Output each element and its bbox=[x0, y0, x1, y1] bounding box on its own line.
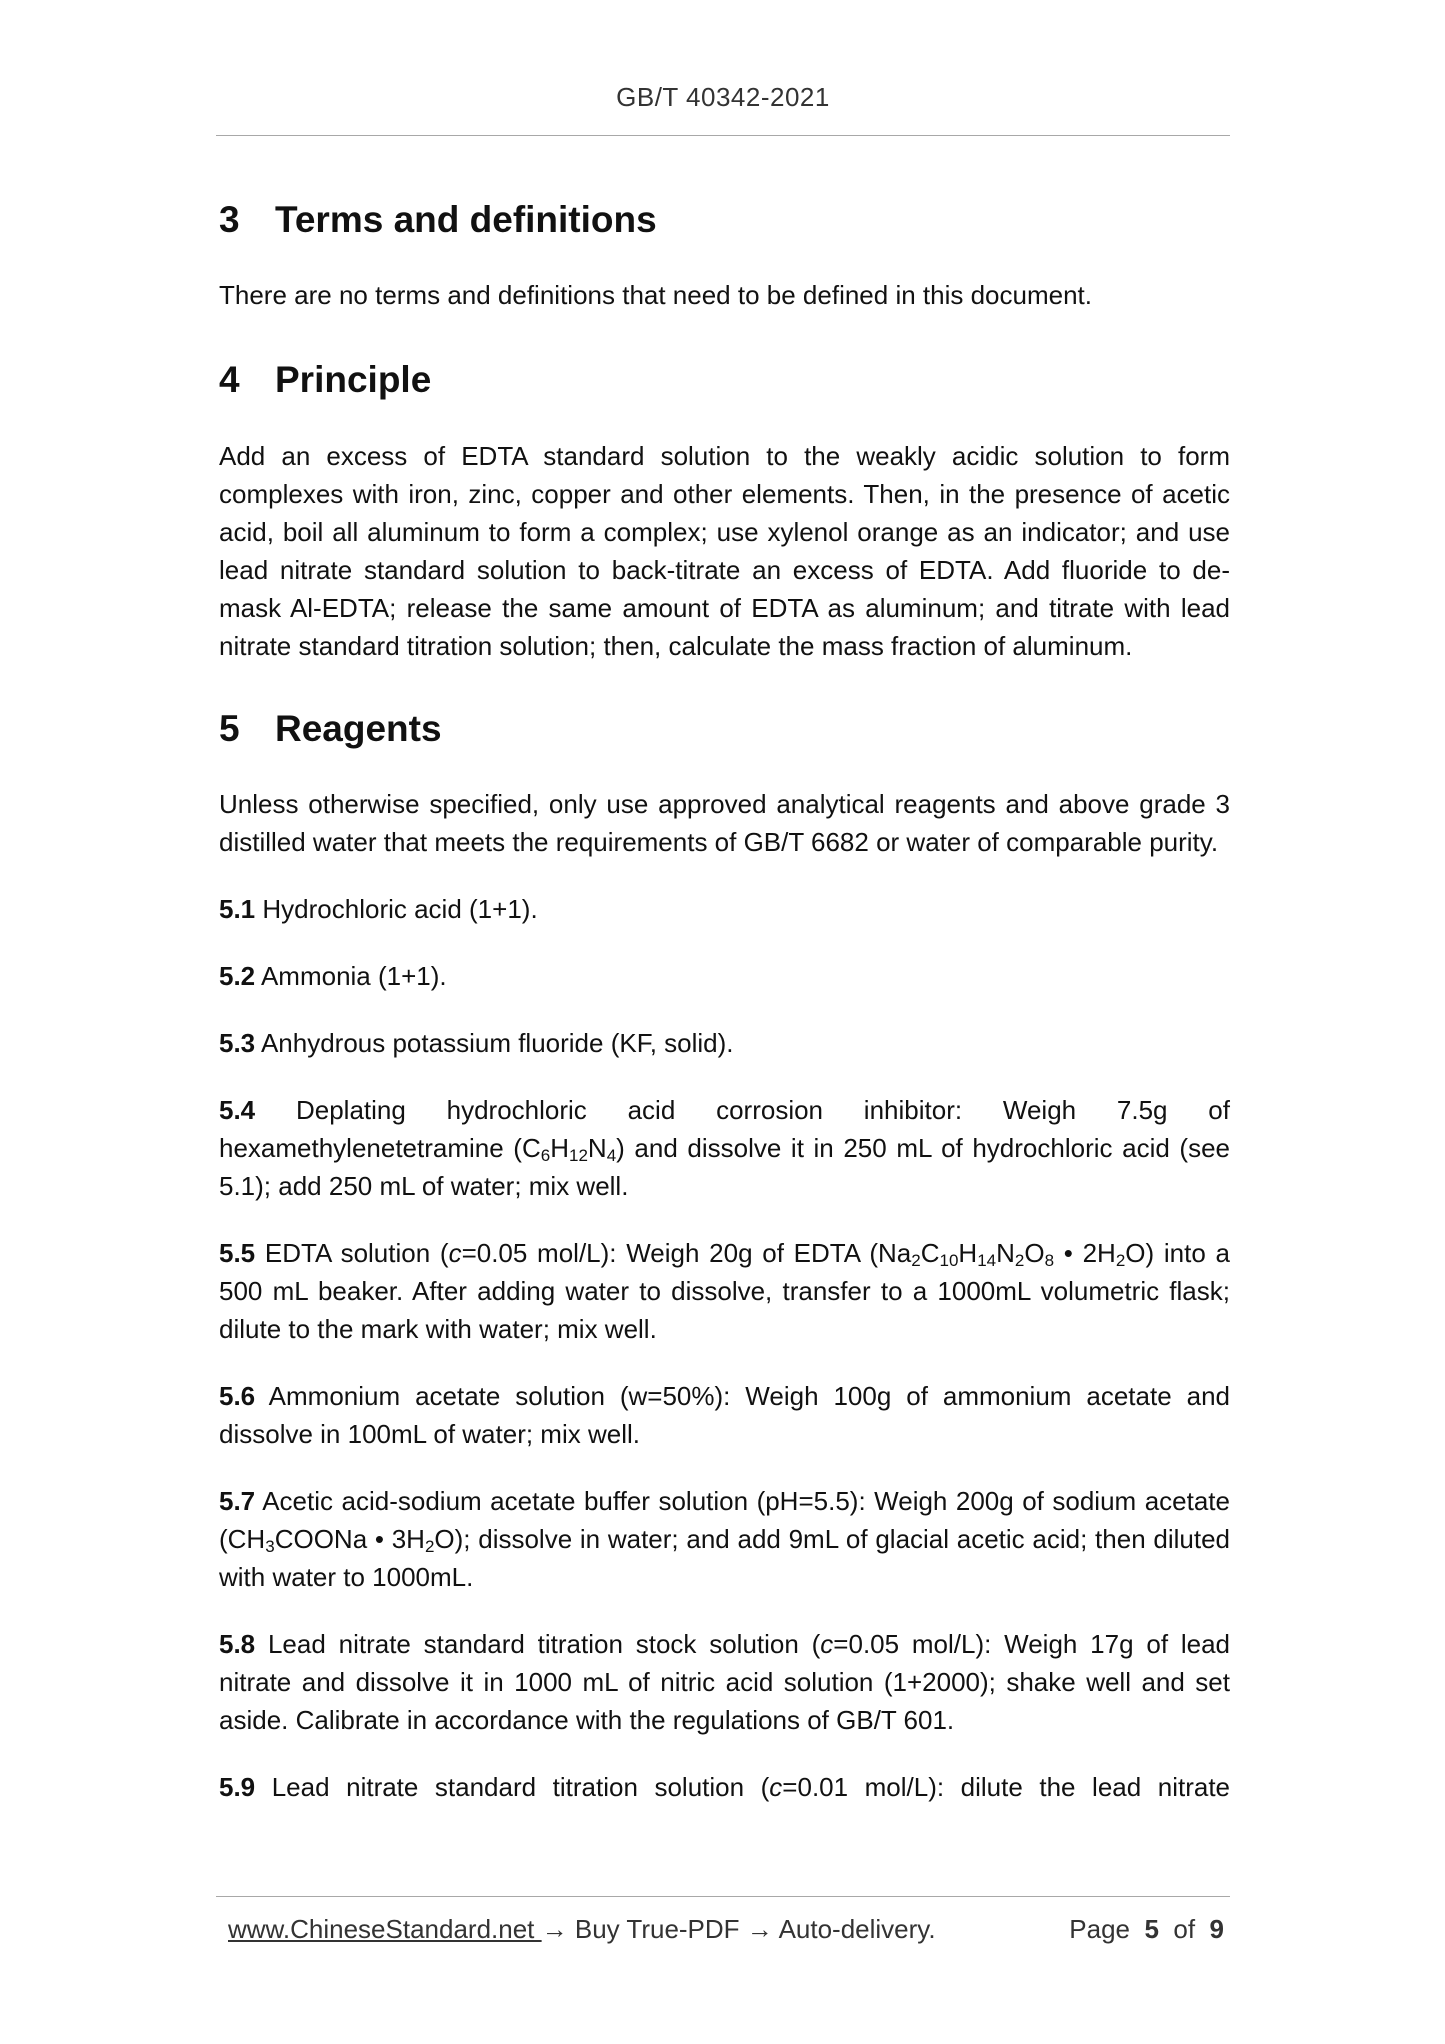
website-link[interactable]: www.ChineseStandard.net bbox=[228, 1914, 542, 1944]
item-number: 5.6 bbox=[219, 1381, 256, 1412]
item-text: Anhydrous potassium fluoride (KF, solid). bbox=[260, 1028, 734, 1059]
subscript: 2 bbox=[911, 1251, 921, 1271]
item-text: =0.05 mol/L): Weigh 20g of EDTA (Na bbox=[461, 1238, 912, 1269]
section-heading-terms bbox=[219, 198, 1230, 242]
reagent-item-5-9 bbox=[219, 1768, 1230, 1806]
section-title: Terms and definitions bbox=[275, 199, 657, 240]
item-number: 5.3 bbox=[219, 1028, 256, 1059]
item-text: H bbox=[958, 1238, 978, 1269]
footer-tagline: → Buy True-PDF → Auto-delivery. bbox=[541, 1914, 936, 1944]
item-text: ) and dissolve it in 250 mL of hydrochloric acid (see 5.1); add 250 mL of water; mix well. bbox=[219, 1133, 1230, 1202]
page-content bbox=[219, 190, 1230, 1806]
concentration-symbol: c bbox=[820, 1629, 834, 1660]
item-text: =0.01 mol/L): dilute the lead nitrate bbox=[782, 1772, 1231, 1803]
reagent-item-5-7 bbox=[219, 1482, 1230, 1596]
total-pages: 9 bbox=[1209, 1914, 1224, 1944]
section-heading-reagents bbox=[219, 707, 1230, 751]
item-text: =0.05 mol/L): Weigh 17g of lead nitrate and dissolve it in 1000 mL of nitric acid solution (1+2000); shake well and set aside. Calibrate in accordance with the regulations of GB/T 601. bbox=[219, 1629, 1230, 1736]
item-text: Ammonia (1+1). bbox=[260, 961, 447, 992]
section-number: 5 bbox=[219, 707, 240, 749]
section-heading-principle bbox=[219, 358, 1230, 402]
item-number: 5.1 bbox=[219, 894, 256, 925]
subscript: 10 bbox=[939, 1251, 959, 1271]
header-divider bbox=[216, 135, 1230, 136]
item-text: Hydrochloric acid (1+1). bbox=[262, 894, 538, 925]
reagent-item-5-8 bbox=[219, 1625, 1230, 1739]
item-text: COONa • 3H bbox=[274, 1524, 425, 1555]
section-number: 3 bbox=[219, 199, 240, 240]
item-text: Ammonium acetate solution (w=50%): Weigh 100g of ammonium acetate and dissolve in 100mL of water; mix well. bbox=[219, 1381, 1230, 1450]
footer-divider bbox=[216, 1896, 1230, 1897]
subscript: 8 bbox=[1044, 1251, 1055, 1271]
item-text: C bbox=[920, 1238, 940, 1269]
subscript: 4 bbox=[606, 1146, 617, 1166]
item-number: 5.9 bbox=[219, 1772, 256, 1803]
reagent-item-5-3 bbox=[219, 1024, 1230, 1062]
item-text: O); dissolve in water; and add 9mL of glacial acetic acid; then diluted with water to 1000mL. bbox=[219, 1524, 1230, 1593]
item-text: Lead nitrate standard titration stock solution ( bbox=[267, 1629, 821, 1660]
of-label: of bbox=[1173, 1914, 1196, 1944]
subscript: 6 bbox=[540, 1146, 551, 1166]
section-title: Principle bbox=[275, 359, 432, 401]
item-number: 5.8 bbox=[219, 1629, 256, 1660]
section-title: Reagents bbox=[275, 707, 442, 749]
reagent-item-5-5 bbox=[219, 1234, 1230, 1348]
item-number: 5.4 bbox=[219, 1095, 256, 1126]
terms-paragraph: There are no terms and definitions that need to be defined in this document. bbox=[219, 280, 1092, 311]
concentration-symbol: c bbox=[769, 1772, 783, 1803]
item-text: • 2H bbox=[1054, 1238, 1116, 1269]
subscript: 3 bbox=[265, 1537, 275, 1557]
item-text: Deplating hydrochloric acid corrosion inhibitor: Weigh 7.5g of hexamethylenetetramine (C bbox=[219, 1095, 1230, 1164]
item-text: Acetic acid-sodium acetate buffer solution (pH=5.5): Weigh 200g of sodium acetate (CH bbox=[219, 1486, 1230, 1555]
item-text: O) into a 500 mL beaker. After adding water to dissolve, transfer to a 1000mL volumetric flask; dilute to the mark with water; mix well. bbox=[219, 1238, 1230, 1345]
current-page: 5 bbox=[1144, 1914, 1159, 1944]
item-text: O bbox=[1024, 1238, 1045, 1269]
principle-paragraph: Add an excess of EDTA standard solution to the weakly acidic solution to form complexes with iron, zinc, copper and other elements. Then, in the presence of acetic acid, boil all aluminum to form a complex; use xylenol orange as an indicator; and use lead nitrate standard solution to back-titrate an excess of EDTA. Add fluoride to de-mask Al-EDTA; release the same amount of EDTA as aluminum; and titrate with lead nitrate standard titration solution; then, calculate the mass fraction of aluminum. bbox=[219, 440, 1230, 661]
reagent-item-5-2 bbox=[219, 957, 1230, 995]
subscript: 2 bbox=[1115, 1251, 1126, 1271]
page-number bbox=[1069, 1914, 1224, 1945]
item-text: N bbox=[996, 1238, 1015, 1269]
reagent-item-5-1 bbox=[219, 890, 1230, 928]
item-text: N bbox=[587, 1133, 607, 1164]
item-number: 5.2 bbox=[219, 961, 256, 992]
subscript: 2 bbox=[424, 1537, 435, 1557]
concentration-symbol: c bbox=[448, 1238, 462, 1269]
item-text: Lead nitrate standard titration solution ( bbox=[271, 1772, 770, 1803]
subscript: 12 bbox=[569, 1146, 588, 1166]
reagent-item-5-4 bbox=[219, 1091, 1230, 1205]
reagents-intro-paragraph: Unless otherwise specified, only use approved analytical reagents and above grade 3 distilled water that meets the requirements of GB/T 6682 or water of comparable purity. bbox=[219, 789, 1230, 858]
subscript: 2 bbox=[1014, 1251, 1025, 1271]
section-number: 4 bbox=[219, 359, 240, 401]
footer-left bbox=[228, 1914, 936, 1945]
page-label: Page bbox=[1069, 1914, 1131, 1944]
item-number: 5.7 bbox=[219, 1486, 256, 1517]
reagent-item-5-6 bbox=[219, 1377, 1230, 1453]
item-number: 5.5 bbox=[219, 1238, 256, 1269]
page-header: GB/T 40342-2021 bbox=[616, 82, 830, 112]
subscript: 14 bbox=[977, 1251, 997, 1271]
item-text: H bbox=[550, 1133, 569, 1164]
item-text: EDTA solution ( bbox=[264, 1238, 449, 1269]
